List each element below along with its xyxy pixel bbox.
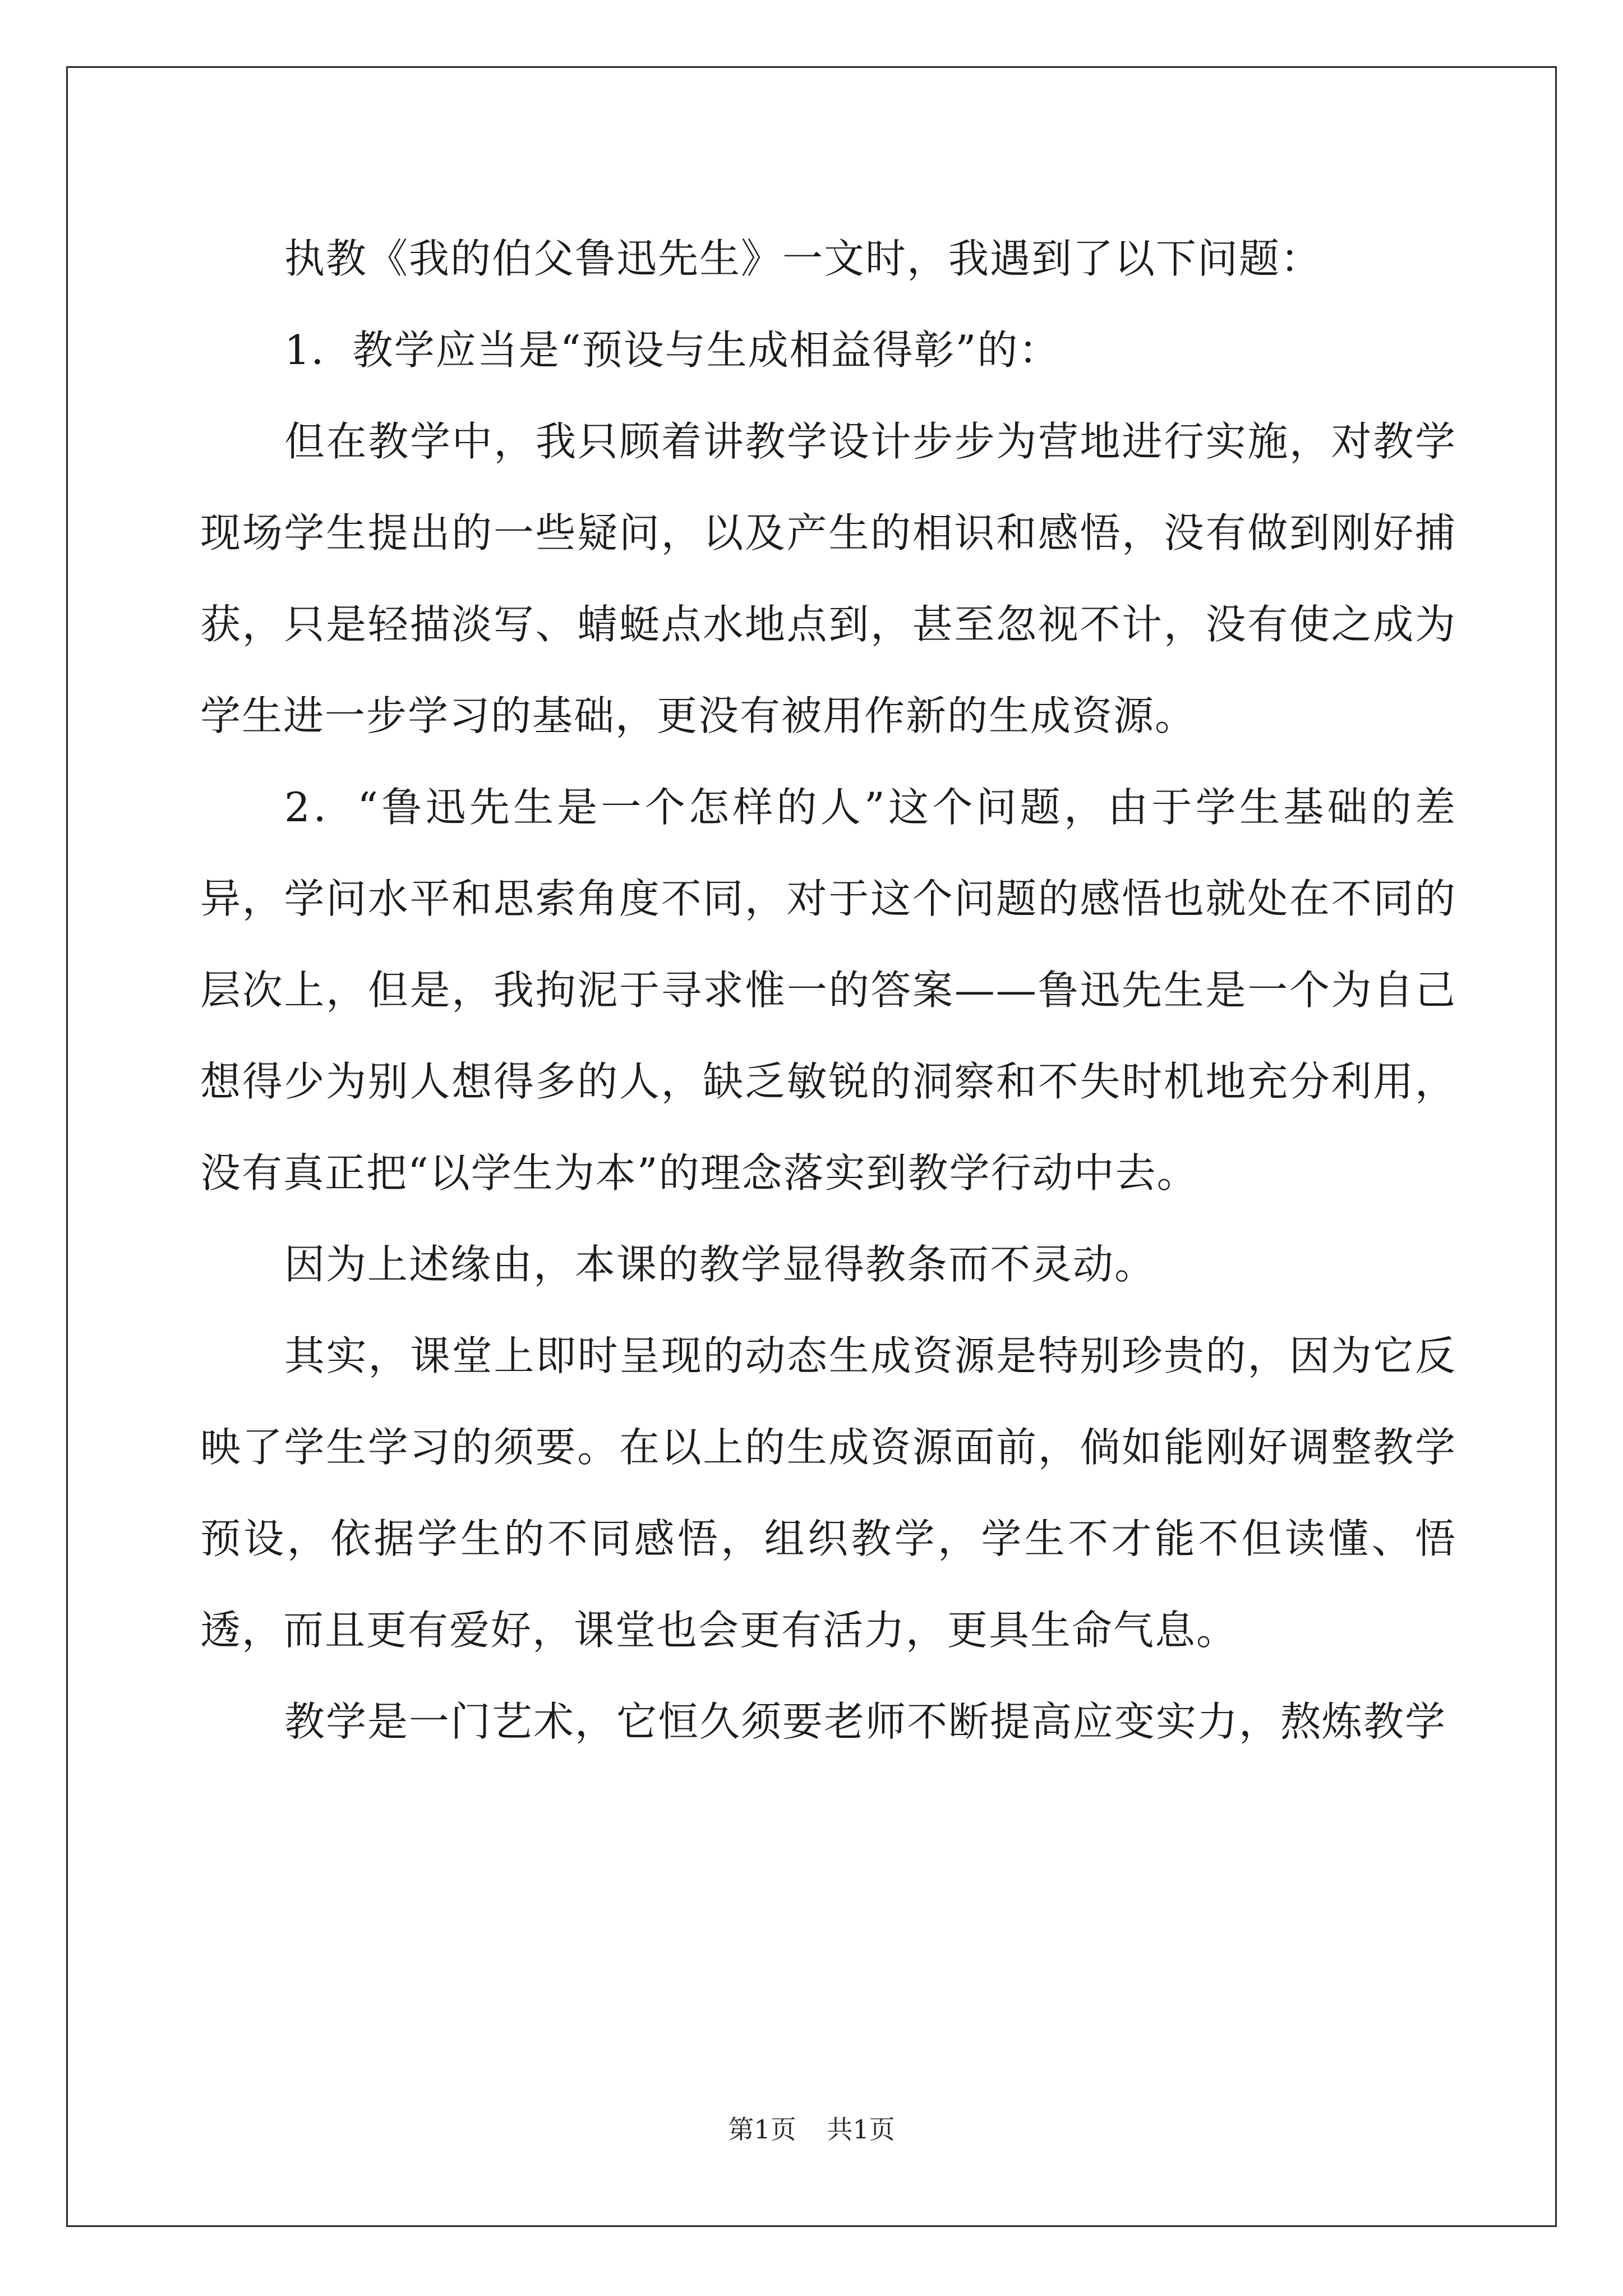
paragraph-7: 教学是一门艺术，它恒久须要老师不断提高应变实力，熬炼教学 <box>284 1698 1447 1745</box>
paragraph-6: 其实，课堂上即时呈现的动态生成资源是特别珍贵的，因为它反映了学生学习的须要。在以上的生成资源面前，倘如能刚好调整教学预设，依据学生的不同感悟，组织教学，学生不才能不但读懂、悟透，而且更有爱好，课堂也会更有活力，更具生命气息。 <box>200 1332 1456 1654</box>
page-total: 共1页 <box>827 2114 895 2145</box>
page-footer <box>0 2109 1623 2146</box>
paragraph-2: 1．教学应当是“预设与生成相益得彰”的： <box>284 326 1061 374</box>
paragraph-5: 因为上述缘由，本课的教学显得教条而不灵动。 <box>284 1241 1156 1288</box>
paragraph-1: 执教《我的伯父鲁迅先生》一文时，我遇到了以下问题： <box>284 235 1322 282</box>
paragraph-3: 但在教学中，我只顾着讲教学设计步步为营地进行实施，对教学现场学生提出的一些疑问，以及产生的相识和感悟，没有做到刚好捕获，只是轻描淡写、蜻蜓点水地点到，甚至忽视不计，没有使之成为学生进一步学习的基础，更没有被用作新的生成资源。 <box>200 418 1456 739</box>
document-body <box>200 213 1456 1768</box>
paragraph-4: 2．“鲁迅先生是一个怎样的人”这个问题，由于学生基础的差异，学问水平和思索角度不同，对于这个问题的感悟也就处在不同的层次上，但是，我拘泥于寻求惟一的答案——鲁迅先生是一个为自己想得少为别人想得多的人，缺乏敏锐的洞察和不失时机地充分利用，没有真正把“以学生为本”的理念落实到教学行动中去。 <box>200 784 1456 1197</box>
page-number: 第1页 <box>728 2114 796 2145</box>
